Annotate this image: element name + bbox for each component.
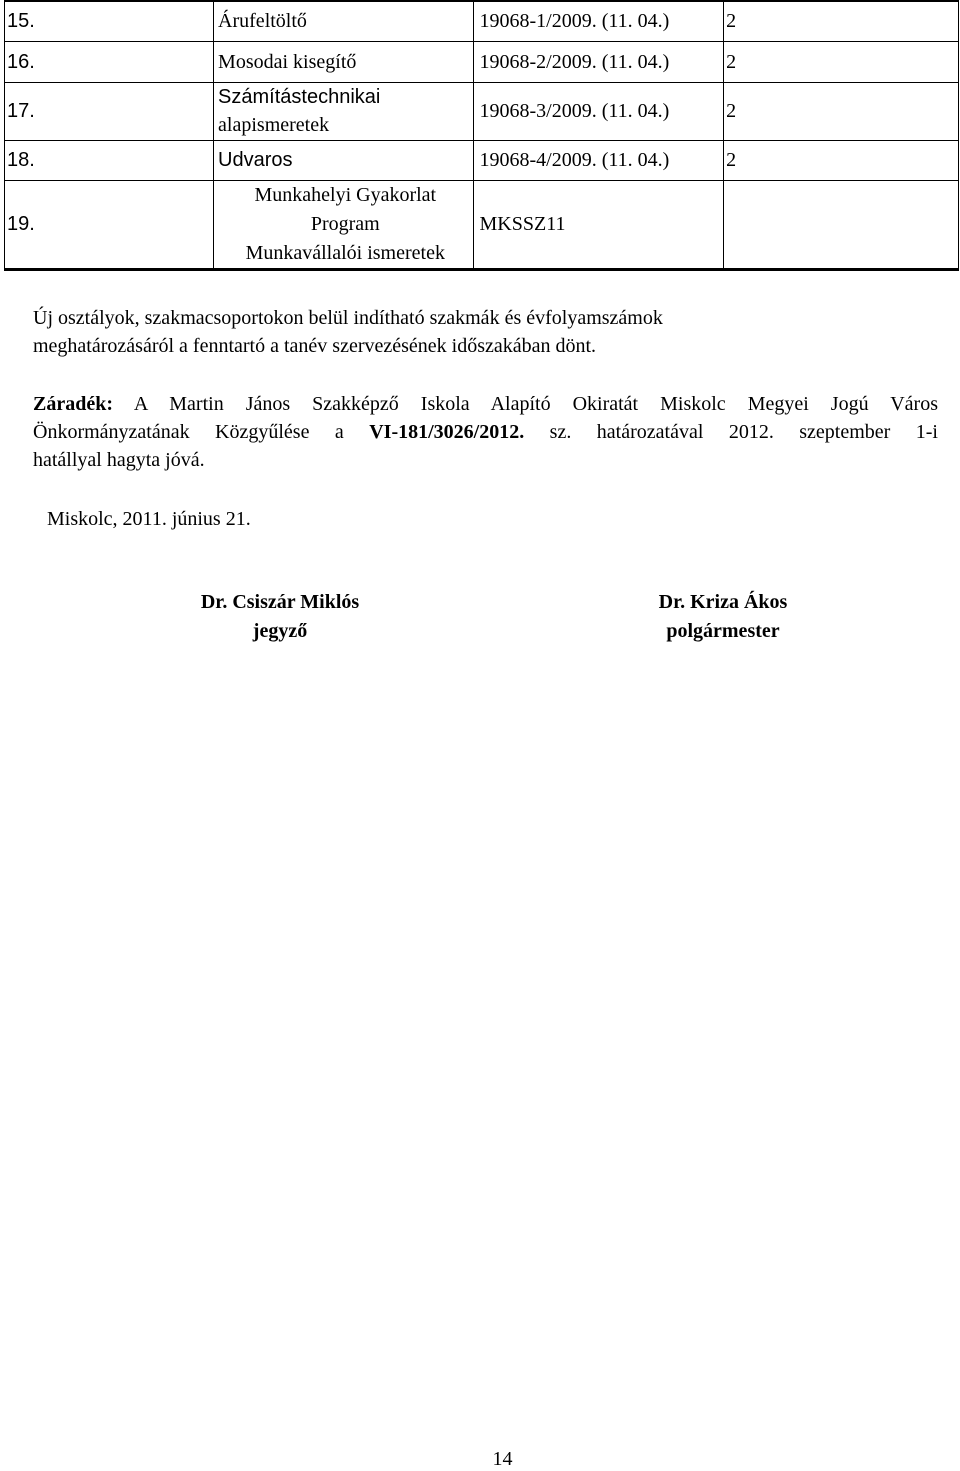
qualification-code: 19068-1/2009. (11. 04.) bbox=[473, 1, 724, 41]
clause-text: Önkormányzatának Közgyűlése a bbox=[33, 421, 370, 443]
qualification-count bbox=[724, 180, 959, 269]
resolution-number: VI-181/3026/2012. bbox=[369, 421, 525, 443]
clause-paragraph bbox=[33, 390, 938, 474]
signatory-name: Dr. Csiszár Miklós bbox=[200, 591, 360, 613]
qualification-code: 19068-2/2009. (11. 04.) bbox=[473, 41, 724, 82]
table-row bbox=[5, 140, 959, 180]
row-number: 16. bbox=[5, 41, 214, 82]
qualification-code: 19068-3/2009. (11. 04.) bbox=[473, 82, 724, 140]
clause-text: A Martin János Szakképző Iskola Alapító Okiratát Miskolc Megyei Jogú Város bbox=[113, 393, 938, 415]
qualification-code: MKSSZ11 bbox=[473, 180, 724, 269]
qualification-name-line: Munkahelyi Gyakorlat bbox=[254, 183, 437, 206]
signature-block-mayor bbox=[603, 588, 843, 646]
clause-line bbox=[33, 390, 938, 418]
row-number: 18. bbox=[5, 140, 214, 180]
qualification-name: Árufeltöltő bbox=[214, 1, 473, 41]
qualification-name: Udvaros bbox=[214, 140, 473, 180]
clause-text: sz. határozatával 2012. szeptember 1-i bbox=[524, 421, 938, 443]
qualification-name-line: Program bbox=[310, 212, 380, 235]
qualification-name-line: alapismeretek bbox=[218, 114, 330, 136]
qualification-name: Mosodai kisegítő bbox=[214, 41, 473, 82]
new-classes-paragraph bbox=[33, 304, 938, 360]
table-row bbox=[5, 41, 959, 82]
table-row bbox=[5, 1, 959, 41]
clause-line: hatállyal hagyta jóvá. bbox=[33, 449, 205, 471]
qualification-name bbox=[214, 180, 473, 269]
signatory-title: jegyző bbox=[252, 620, 308, 642]
table-row bbox=[5, 180, 959, 269]
place-date: Miskolc, 2011. június 21. bbox=[47, 508, 251, 530]
table-row bbox=[5, 82, 959, 140]
qualification-name-line: Számítástechnikai bbox=[218, 86, 381, 108]
row-number: 19. bbox=[5, 180, 214, 269]
signatory-title: polgármester bbox=[666, 620, 780, 642]
row-number: 15. bbox=[5, 1, 214, 41]
page-number: 14 bbox=[492, 1448, 513, 1470]
qualification-code: 19068-4/2009. (11. 04.) bbox=[473, 140, 724, 180]
qualification-count: 2 bbox=[724, 1, 959, 41]
row-number: 17. bbox=[5, 82, 214, 140]
signatory-name: Dr. Kriza Ákos bbox=[658, 591, 788, 613]
qualification-count: 2 bbox=[724, 41, 959, 82]
qualification-name bbox=[214, 82, 473, 140]
qualification-name-line: Munkavállalói ismeretek bbox=[245, 241, 445, 264]
clause-label: Záradék: bbox=[33, 393, 113, 415]
paragraph-line: Új osztályok, szakmacsoportokon belül indítható szakmák és évfolyamszámok bbox=[33, 307, 663, 329]
qualification-table bbox=[4, 0, 959, 271]
paragraph-line: meghatározásáról a fenntartó a tanév szervezésének időszakában dönt. bbox=[33, 335, 597, 357]
qualification-count: 2 bbox=[724, 140, 959, 180]
qualification-count: 2 bbox=[724, 82, 959, 140]
clause-line bbox=[33, 418, 938, 446]
signature-block-notary bbox=[160, 588, 400, 646]
